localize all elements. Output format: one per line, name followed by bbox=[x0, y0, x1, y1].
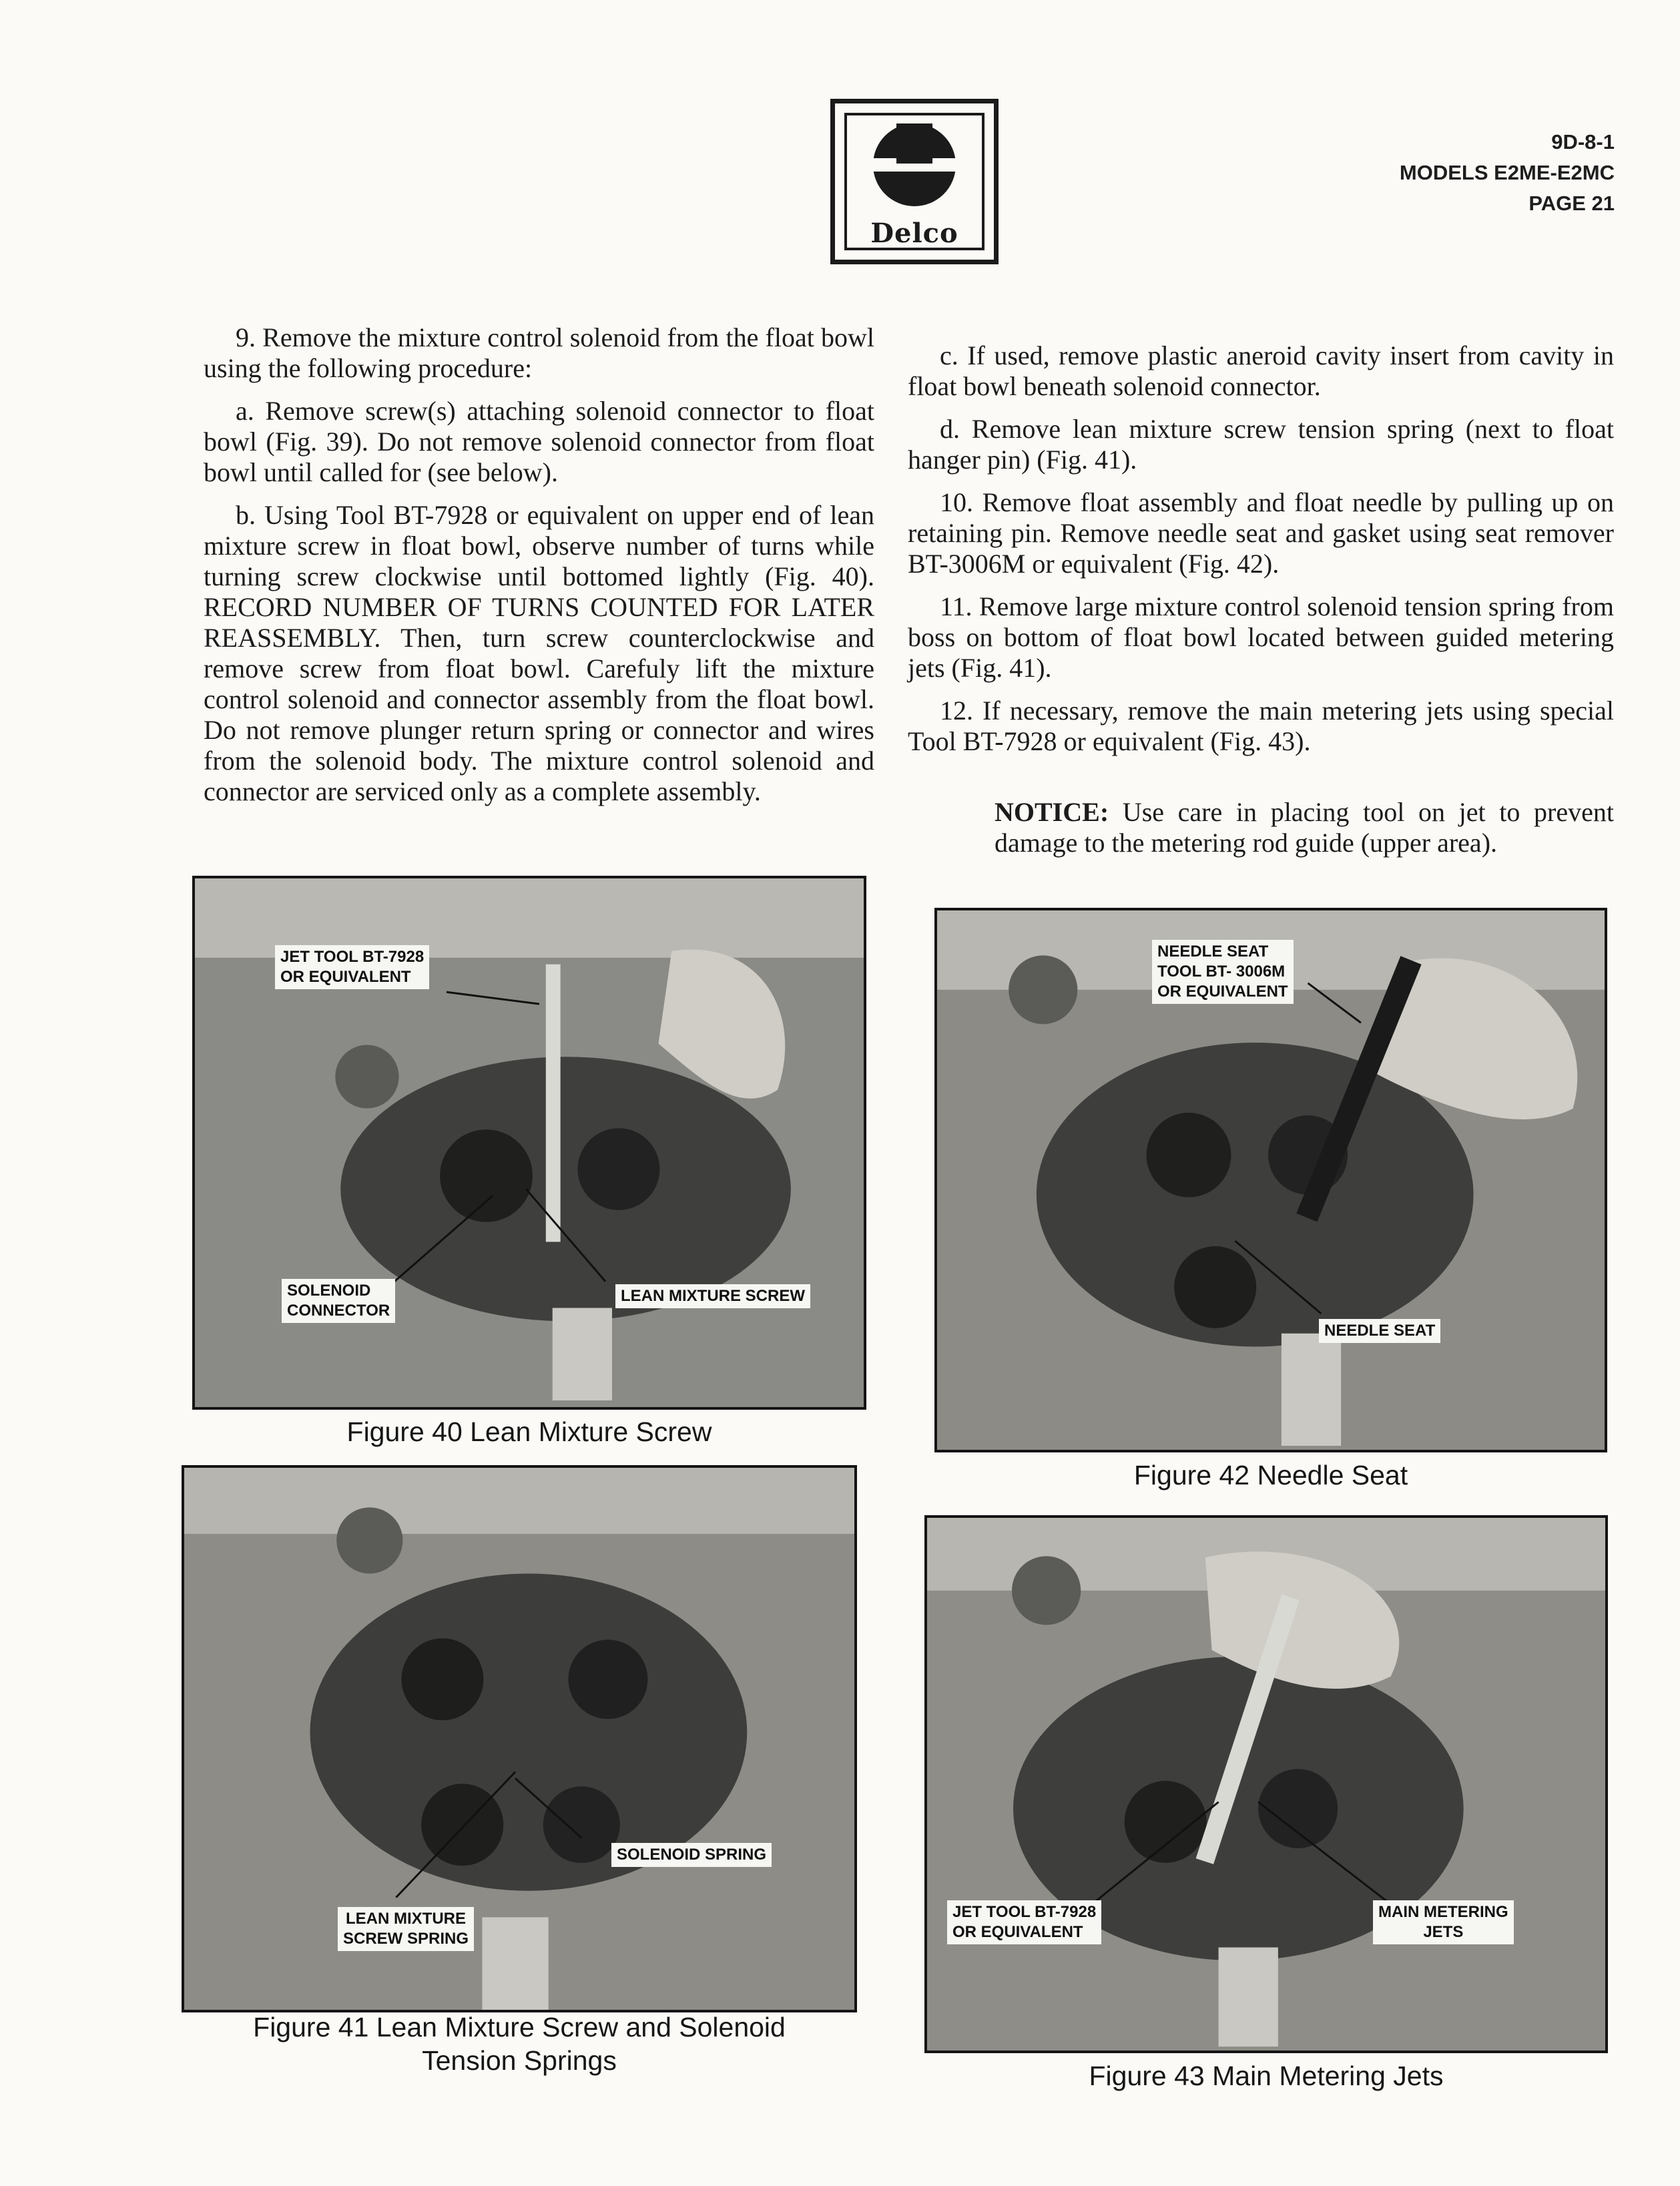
figure-43-photo bbox=[924, 1515, 1608, 2053]
jet-tool-label: JET TOOL BT-7928 OR EQUIVALENT bbox=[947, 1900, 1101, 1944]
figure-42-photo bbox=[934, 908, 1607, 1452]
figure-41-photo bbox=[182, 1465, 857, 2012]
right-column-text bbox=[908, 340, 1614, 870]
notice bbox=[995, 797, 1614, 858]
figure-41-caption-line1: Figure 41 Lean Mixture Screw and Solenoid bbox=[253, 2012, 786, 2042]
lean-mixture-screw-label: LEAN MIXTURE SCREW bbox=[615, 1284, 810, 1308]
step-11: 11. Remove large mixture control solenoid tension spring from boss on bottom of float bowl located between guided metering jets (Fig. 41). bbox=[908, 591, 1614, 683]
lean-mixture-spring-label: LEAN MIXTURE SCREW SPRING bbox=[338, 1907, 474, 1951]
manual-code: 9D-8-1 bbox=[1551, 130, 1615, 154]
figure-41-caption bbox=[182, 2010, 857, 2077]
figure-40-photo bbox=[192, 876, 866, 1410]
left-column-text bbox=[204, 322, 874, 819]
needle-seat-tool-label: NEEDLE SEAT TOOL BT- 3006M OR EQUIVALENT bbox=[1152, 940, 1294, 1004]
delco-logo bbox=[830, 99, 999, 264]
main-metering-jets-label: MAIN METERING JETS bbox=[1373, 1900, 1514, 1944]
models-title: MODELS E2ME-E2MC bbox=[1399, 161, 1615, 184]
metering-jets-photo bbox=[927, 1518, 1605, 2051]
figure-41-caption-line2: Tension Springs bbox=[422, 2045, 617, 2076]
step-10: 10. Remove float assembly and float needle by pulling up on retaining pin. Remove needle seat and gasket using seat remover BT-3006M or equivalent (Fig. 42). bbox=[908, 487, 1614, 579]
step-12: 12. If necessary, remove the main metering jets using special Tool BT-7928 or equivalent (Fig. 43). bbox=[908, 696, 1614, 756]
logo-text: Delco bbox=[870, 218, 958, 249]
notice-text: Use care in placing tool on jet to prevent damage to the metering rod guide (upper area). bbox=[995, 797, 1614, 858]
step-9c: c. If used, remove plastic aneroid cavity insert from cavity in float bowl beneath solenoid connector. bbox=[908, 340, 1614, 401]
step-9d: d. Remove lean mixture screw tension spring (next to float hanger pin) (Fig. 41). bbox=[908, 414, 1614, 475]
jet-tool-label: JET TOOL BT-7928 OR EQUIVALENT bbox=[275, 945, 429, 989]
step-9b: b. Using Tool BT-7928 or equivalent on upper end of lean mixture screw in float bowl, observe number of turns while turning screw clockwise until bottomed lightly (Fig. 40). RECORD NUMBER OF TURNS COUNTED FOR LATER REASSEMBLY. Then, turn screw counterclockwise and remove screw from float bowl. Carefuly lift the mixture control solenoid and connector assembly from the float bowl. Do not remove plunger return spring or connector and wires from the solenoid body. The mixture control solenoid and connector are serviced only as a complete assembly. bbox=[204, 500, 874, 806]
solenoid-spring-label: SOLENOID SPRING bbox=[611, 1843, 772, 1867]
page-header bbox=[1400, 127, 1615, 219]
page-number: PAGE 21 bbox=[1528, 192, 1615, 215]
figure-42-caption: Figure 42 Needle Seat bbox=[1133, 1460, 1408, 1490]
float-bowl-photo bbox=[184, 1468, 854, 2010]
figure-43-caption: Figure 43 Main Metering Jets bbox=[1089, 2061, 1444, 2091]
step-9: 9. Remove the mixture control solenoid from the float bowl using the following procedure: bbox=[204, 322, 874, 383]
solenoid-connector-label: SOLENOID CONNECTOR bbox=[282, 1279, 395, 1323]
step-9a: a. Remove screw(s) attaching solenoid connector to float bowl (Fig. 39). Do not remove solenoid connector from float bowl until called for (see below). bbox=[204, 396, 874, 487]
needle-seat-label: NEEDLE SEAT bbox=[1319, 1319, 1440, 1343]
notice-label: NOTICE: bbox=[995, 797, 1109, 827]
figure-40-caption: Figure 40 Lean Mixture Screw bbox=[346, 1416, 712, 1447]
